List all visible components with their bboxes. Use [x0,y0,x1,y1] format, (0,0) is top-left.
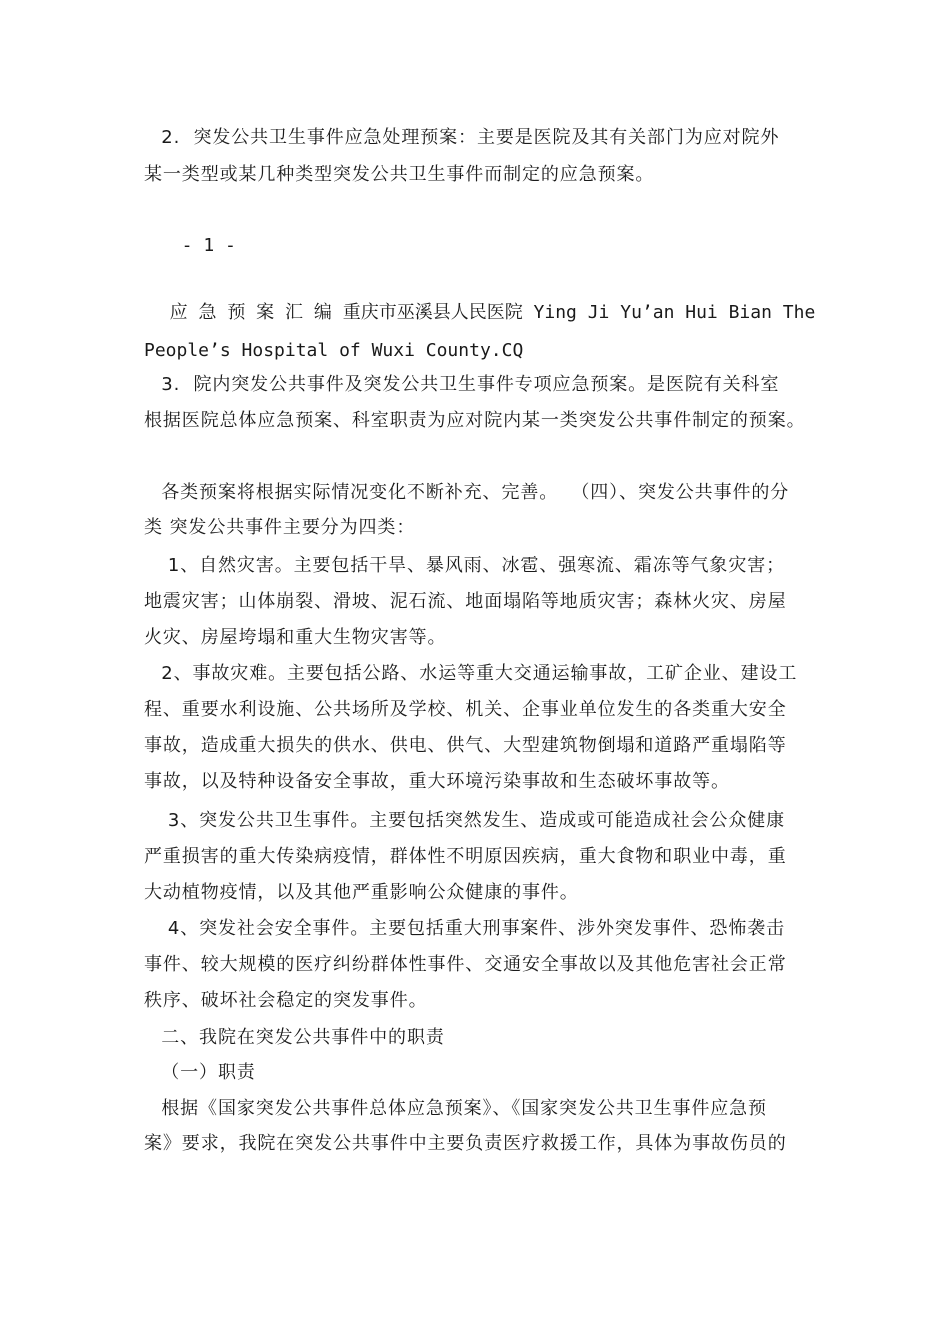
paragraph-line: 根据《国家突发公共事件总体应急预案》、《国家突发公共卫生事件应急预 [148,1098,767,1119]
paragraph-line: 2. 突发公共卫生事件应急处理预案：主要是医院及其有关部门为应对院外 [148,127,780,148]
paragraph-line: 秩序、破坏社会稳定的突发事件。 [144,990,428,1011]
paragraph-line: 4、突发社会安全事件。主要包括重大刑事案件、涉外突发事件、恐怖袭击 [148,918,786,939]
paragraph-line: 地震灾害；山体崩裂、滑坡、泥石流、地面塌陷等地质灾害；森林火灾、房屋 [144,591,787,612]
paragraph-line: 火灾、房屋垮塌和重大生物灾害等。 [144,627,447,648]
paragraph-line: 某一类型或某几种类型突发公共卫生事件而制定的应急预案。 [144,164,655,185]
paragraph-line: 事故，以及特种设备安全事故，重大环境污染事故和生态破坏事故等。 [144,771,730,792]
section-heading: 二、我院在突发公共事件中的职责 [148,1027,445,1048]
paragraph-line: 事件、较大规模的医疗纠纷群体性事件、交通安全事故以及其他危害社会正常 [144,954,787,975]
paragraph-line: 案》要求，我院在突发公共事件中主要负责医疗救援工作，具体为事故伤员的 [144,1133,787,1154]
subsection-heading: （一）职责 [148,1062,256,1083]
paragraph-line: 根据医院总体应急预案、科室职责为应对院内某一类突发公共事件制定的预案。 [144,410,806,431]
paragraph-line: 1、自然灾害。主要包括干旱、暴风雨、冰雹、强寒流、霜冻等气象灾害； [148,555,786,576]
page-number: - 1 - [160,235,236,256]
paragraph-line: 大动植物疫情，以及其他严重影响公众健康的事件。 [144,882,579,903]
running-header: 应 急 预 案 汇 编 重庆市巫溪县人民医院 Ying Ji Yu’an Hui Bian The [148,302,816,323]
paragraph-line: 3. 院内突发公共事件及突发公共卫生事件专项应急预案。是医院有关科室 [148,374,780,395]
paragraph-line: 各类预案将根据实际情况变化不断补充、完善。 （四）、突发公共事件的分 [148,482,790,503]
paragraph-line: 程、重要水利设施、公共场所及学校、机关、企事业单位发生的各类重大安全 [144,699,787,720]
paragraph-line: 2、事故灾难。主要包括公路、水运等重大交通运输事故，工矿企业、建设工 [148,663,798,684]
paragraph-line: 3、突发公共卫生事件。主要包括突然发生、造成或可能造成社会公众健康 [148,810,786,831]
paragraph-line: 类 突发公共事件主要分为四类： [144,517,416,538]
paragraph-line: 事故，造成重大损失的供水、供电、供气、大型建筑物倒塌和道路严重塌陷等 [144,735,787,756]
running-header: People’s Hospital of Wuxi County.CQ [144,340,524,361]
paragraph-line: 严重损害的重大传染病疫情，群体性不明原因疾病，重大食物和职业中毒，重 [144,846,787,867]
